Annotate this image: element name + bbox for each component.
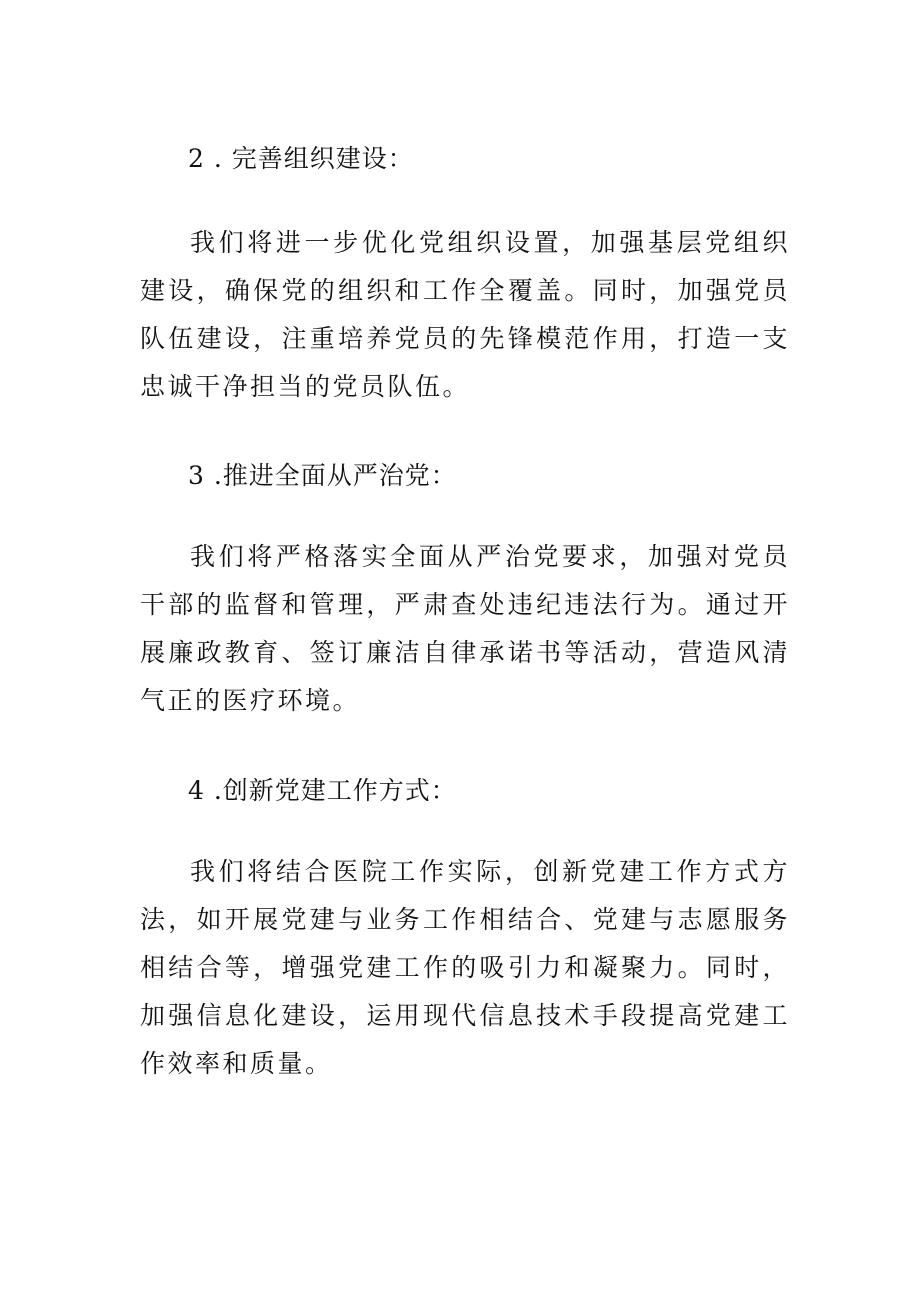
section-heading-2: 2 . 完善组织建设： — [188, 144, 414, 173]
section-body-4: 我们将结合医院工作实际，创新党建工作方式方法，如开展党建与业务工作相结合、党建与志愿服务相结合等，增强党建工作的吸引力和凝聚力。同时，加强信息化建设，运用现代信息技术手段提高党建工作效率和质量。 — [140, 857, 790, 1078]
section-body-3: 我们将严格落实全面从严治党要求，加强对党员干部的监督和管理，严肃查处违纪违法行为。通过开展廉政教育、签订廉洁自律承诺书等活动，营造风清气正的医疗环境。 — [140, 542, 790, 715]
section-heading-3: 3 .推进全面从严治党： — [188, 461, 457, 490]
section-body-2: 我们将进一步优化党组织设置，加强基层党组织建设，确保党的组织和工作全覆盖。同时，加强党员队伍建设，注重培养党员的先锋模范作用，打造一支忠诚干净担当的党员队伍。 — [140, 228, 790, 401]
section-heading-4: 4 .创新党建工作方式： — [188, 776, 457, 805]
